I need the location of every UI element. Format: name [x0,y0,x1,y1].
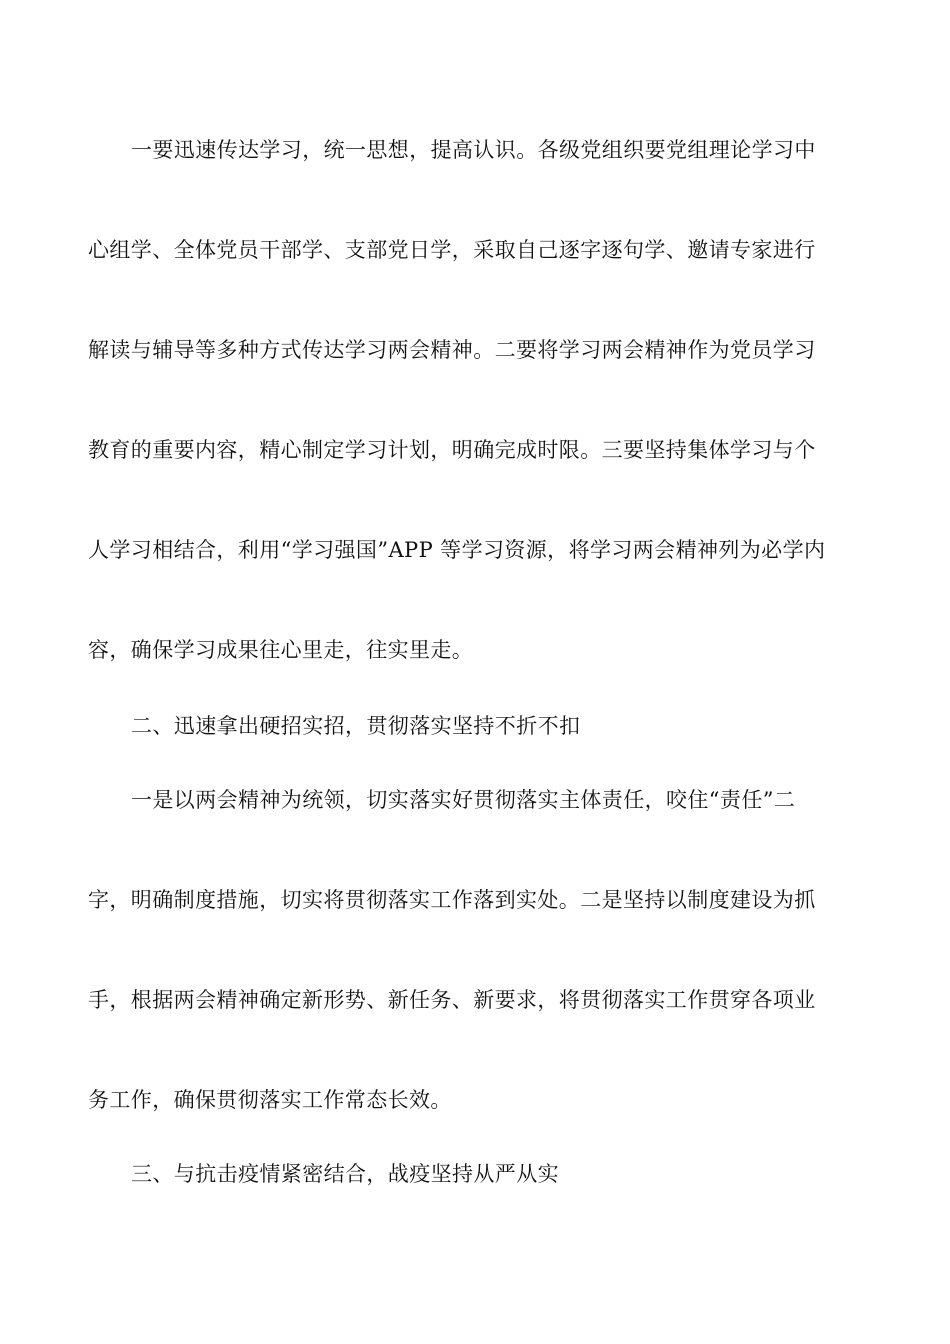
section-heading-2: 二、迅速拿出硬招实招，贯彻落实坚持不折不扣 [131,714,581,738]
paragraph-1-line-2: 心组学、全体党员干部学、支部党日学，采取自己逐字逐句学、邀请专家进行 [88,238,816,262]
paragraph-1-line-6: 容，确保学习成果往心里走，往实里走。 [88,638,474,662]
paragraph-1-line-4: 教育的重要内容，精心制定学习计划，明确完成时限。三要坚持集体学习与个 [88,438,816,462]
section-heading-3: 三、与抗击疫情紧密结合，战疫坚持从严从实 [131,1162,559,1186]
paragraph-1-line-5: 人学习相结合，利用“学习强国”APP 等学习资源，将学习两会精神列为必学内 [88,538,826,562]
paragraph-1-line-3: 解读与辅导等多种方式传达学习两会精神。二要将学习两会精神作为党员学习 [88,338,816,362]
paragraph-2-line-3: 手，根据两会精神确定新形势、新任务、新要求，将贯彻落实工作贯穿各项业 [88,988,816,1012]
paragraph-2-line-2: 字，明确制度措施，切实将贯彻落实工作落到实处。二是坚持以制度建设为抓 [88,888,816,912]
paragraph-2-line-1: 一是以两会精神为统领，切实落实好贯彻落实主体责任，咬住“责任”二 [131,788,796,812]
paragraph-1-line-1: 一要迅速传达学习，统一思想，提高认识。各级党组织要党组理论学习中 [131,138,816,162]
paragraph-2-line-4: 务工作，确保贯彻落实工作常态长效。 [88,1088,452,1112]
